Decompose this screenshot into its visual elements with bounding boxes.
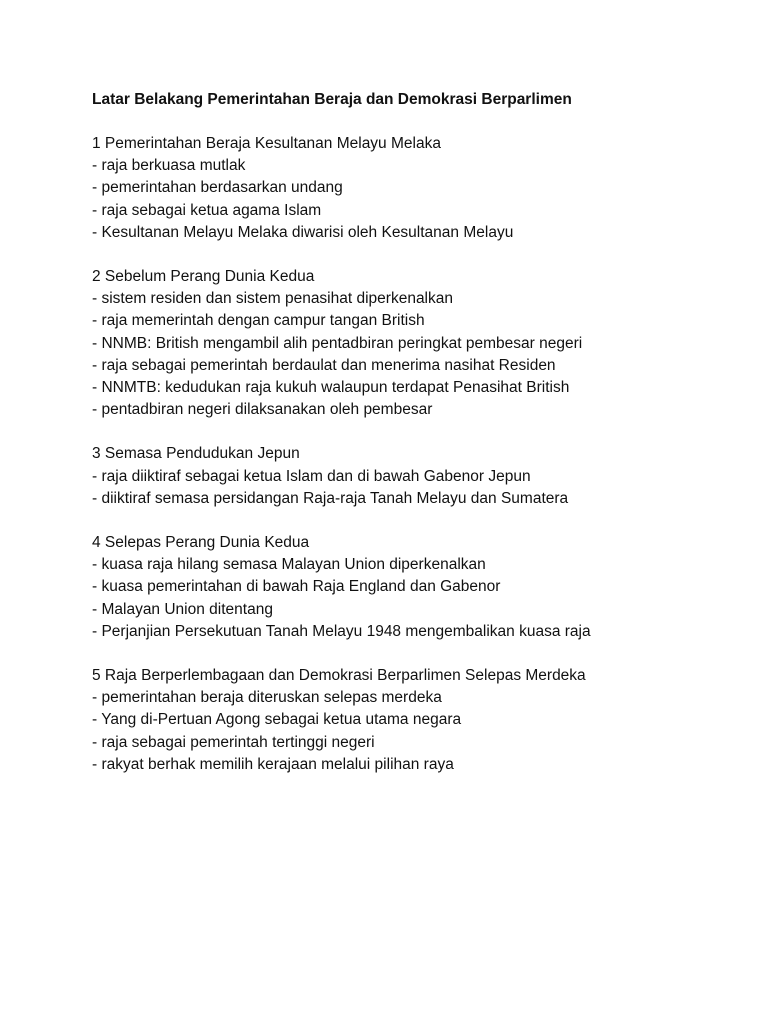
bullet-point: - Perjanjian Persekutuan Tanah Melayu 1948 mengembalikan kuasa raja [92,622,591,640]
section-heading: 3 Semasa Pendudukan Jepun [92,445,300,463]
bullet-point: - pemerintahan beraja diteruskan selepas merdeka [92,689,442,707]
section-4 [92,532,752,643]
document-title: Latar Belakang Pemerintahan Beraja dan Demokrasi Berparlimen [92,91,572,108]
bullet-point: - raja sebagai pemerintah tertinggi negeri [92,733,375,751]
bullet-point: - kuasa pemerintahan di bawah Raja England dan Gabenor [92,578,501,596]
bullet-point: - Yang di-Pertuan Agong sebagai ketua utama negara [92,711,462,729]
bullet-point: - rakyat berhak memilih kerajaan melalui pilihan raya [92,755,454,773]
section-1 [92,133,752,244]
bullet-point: - NNMTB: kedudukan raja kukuh walaupun terdapat Penasihat British [92,379,570,397]
bullet-point: - raja sebagai pemerintah berdaulat dan menerima nasihat Residen [92,356,556,374]
section-2 [92,266,752,421]
section-3 [92,443,752,510]
bullet-point: - NNMB: British mengambil alih pentadbiran peringkat pembesar negeri [92,334,583,352]
bullet-point: - raja berkuasa mutlak [92,157,246,175]
document-page [92,89,752,798]
bullet-point: - raja diiktiraf sebagai ketua Islam dan di bawah Gabenor Jepun [92,467,531,485]
section-heading: 1 Pemerintahan Beraja Kesultanan Melayu Melaka [92,135,441,152]
bullet-point: - sistem residen dan sistem penasihat diperkenalkan [92,290,453,308]
bullet-point: - raja memerintah dengan campur tangan British [92,312,425,330]
section-5 [92,665,752,776]
bullet-point: - Malayan Union ditentang [92,600,273,618]
section-heading: 2 Sebelum Perang Dunia Kedua [92,268,315,286]
bullet-point: - kuasa raja hilang semasa Malayan Union diperkenalkan [92,556,486,574]
section-heading: 4 Selepas Perang Dunia Kedua [92,534,310,552]
bullet-point: - raja sebagai ketua agama Islam [92,201,322,219]
bullet-point: - pentadbiran negeri dilaksanakan oleh pembesar [92,401,433,419]
section-heading: 5 Raja Berperlembagaan dan Demokrasi Berparlimen Selepas Merdeka [92,667,586,685]
bullet-point: - pemerintahan berdasarkan undang [92,179,343,197]
bullet-point: - Kesultanan Melayu Melaka diwarisi oleh Kesultanan Melayu [92,223,514,241]
bullet-point: - diiktiraf semasa persidangan Raja-raja Tanah Melayu dan Sumatera [92,489,569,507]
